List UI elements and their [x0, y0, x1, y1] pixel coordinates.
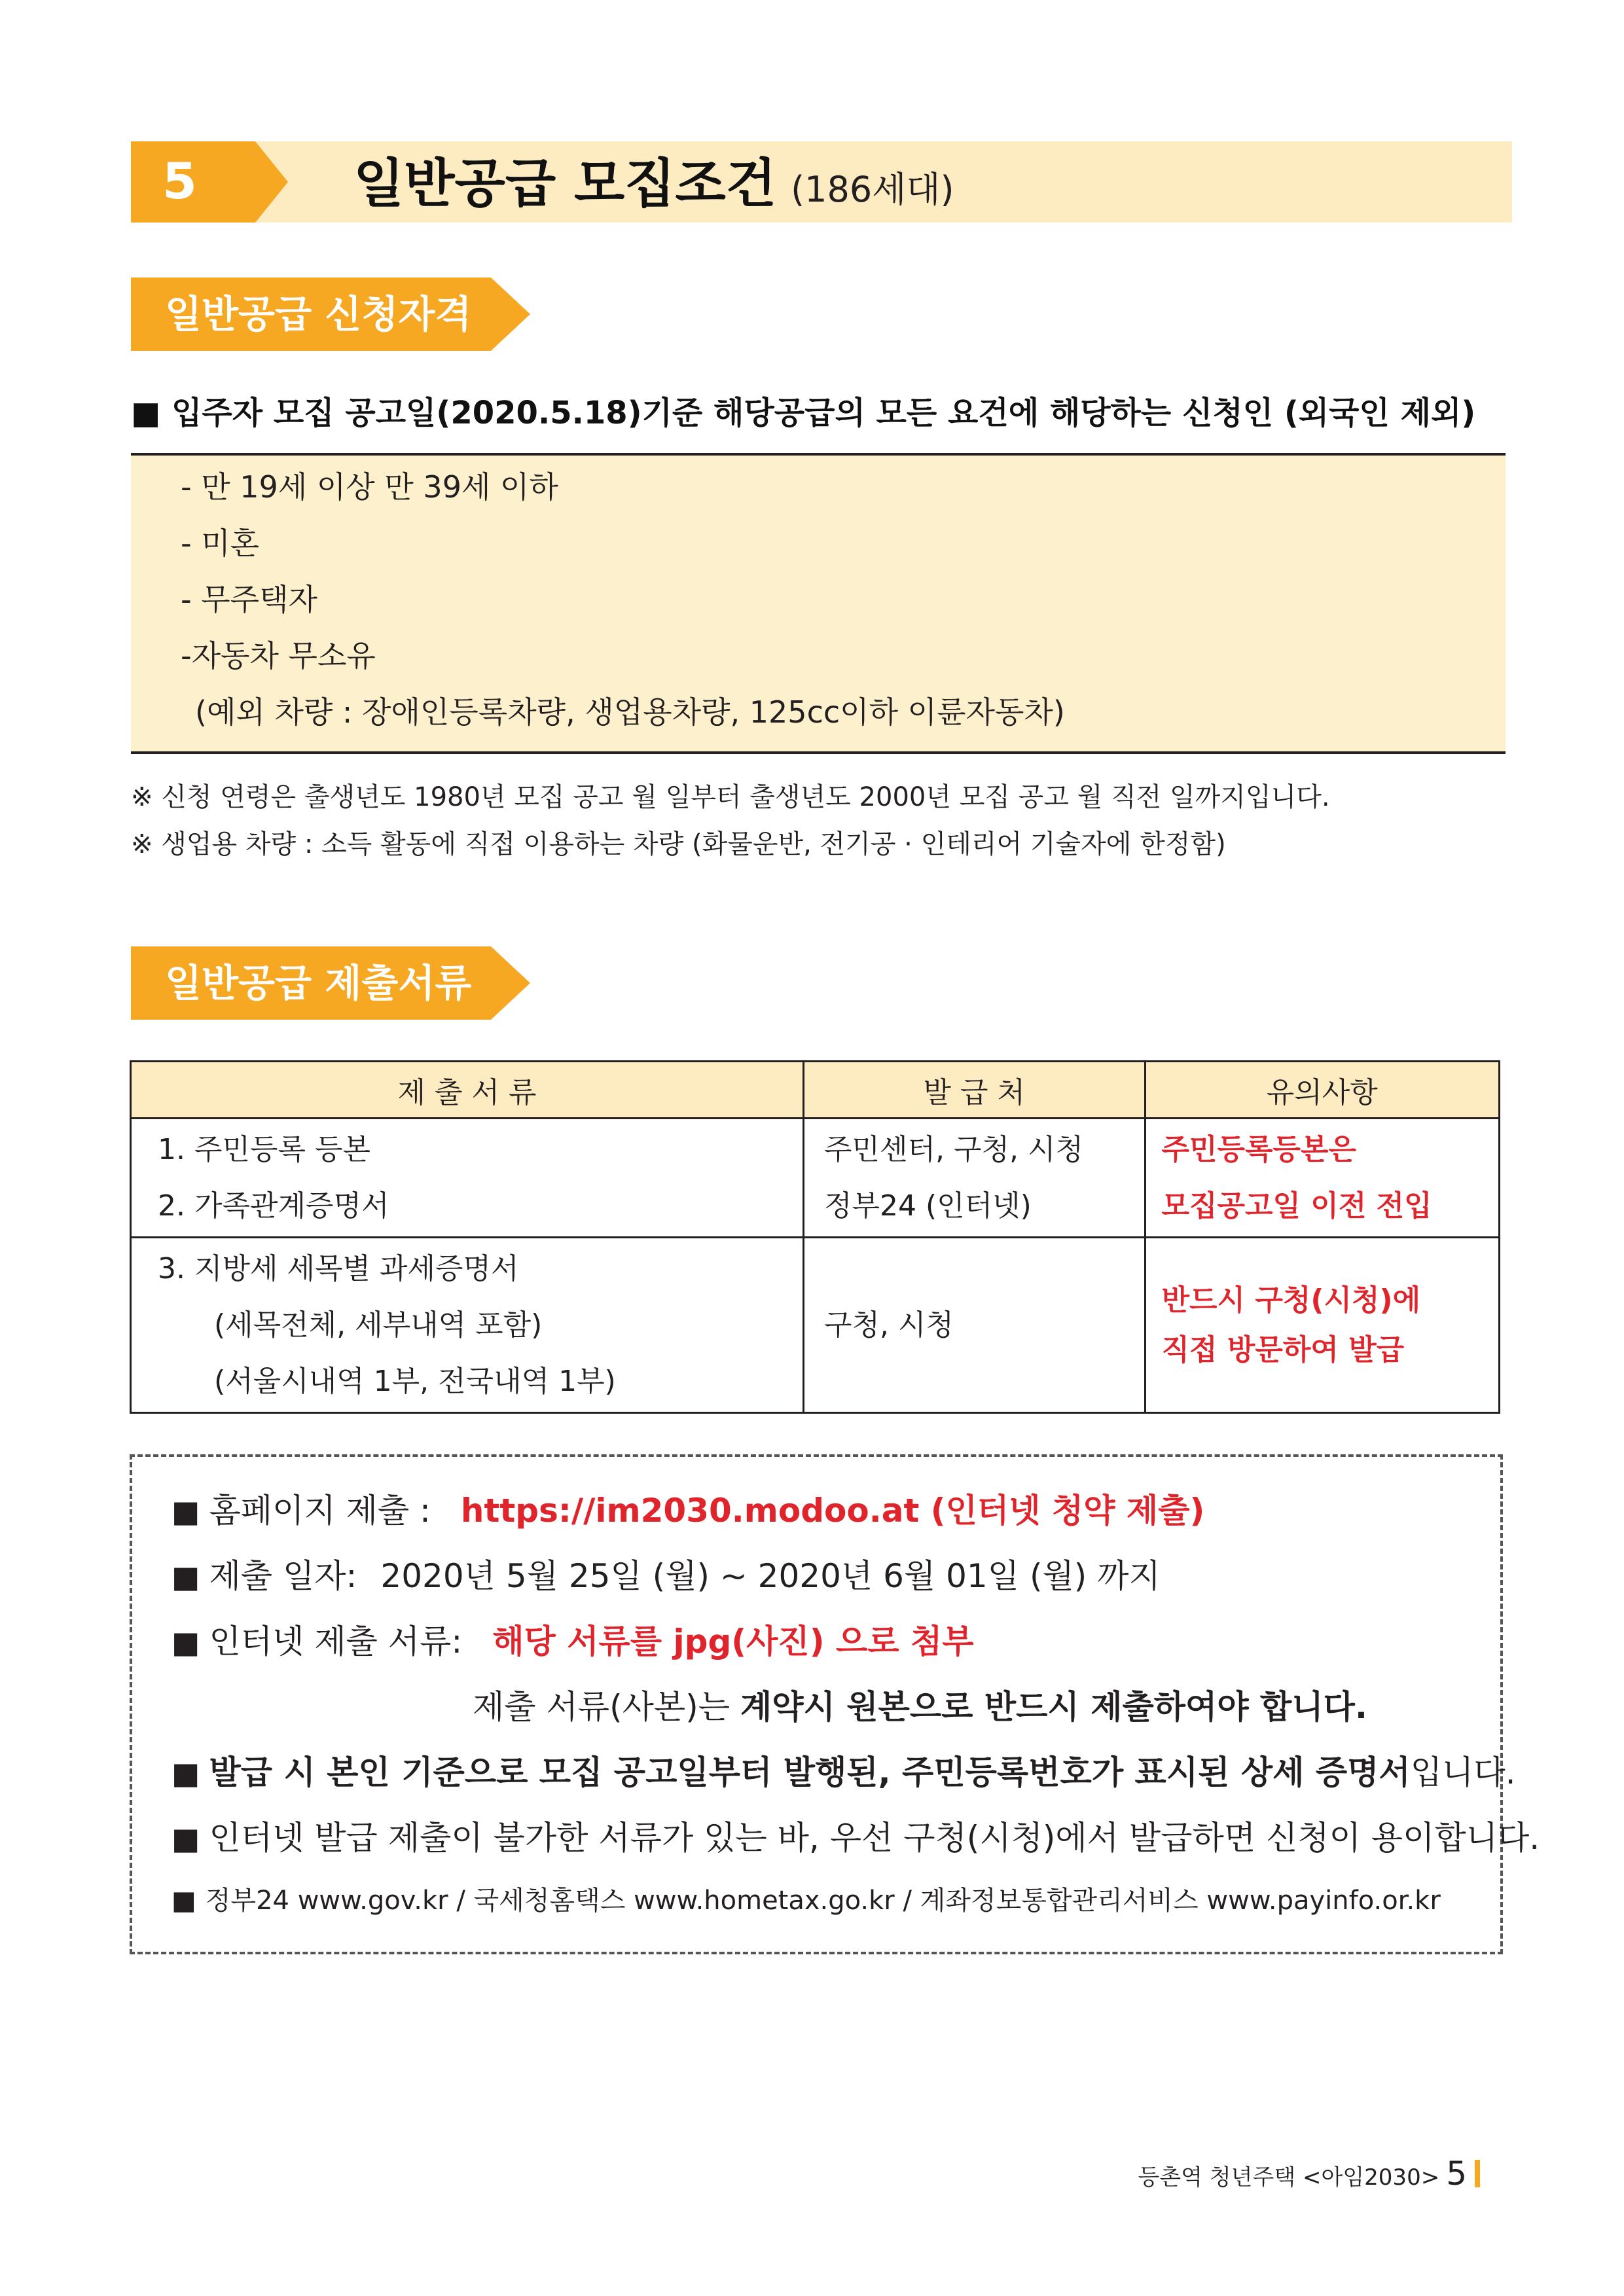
issue-criteria-text: 발급 시 본인 기준으로 모집 공고일부터 발행된, 주민등록번호가 표시된 상세 증명서 — [209, 1753, 1411, 1791]
issue-criteria-line — [171, 1748, 1516, 1798]
issuer-item: 주민센터, 구청, 시청 — [823, 1132, 1083, 1166]
square-bullet-icon: ■ — [171, 1886, 196, 1916]
sites-line — [171, 1876, 1441, 1926]
note-item: 주민등록등본은 — [1161, 1132, 1357, 1166]
documents-tag: 일반공급 제출서류 — [165, 961, 472, 1005]
internet-docs-line — [171, 1617, 974, 1667]
documents-cell — [131, 1119, 804, 1238]
section-number: 5 — [162, 152, 197, 210]
table-row — [131, 1238, 1500, 1413]
column-header-notes: 유의사항 — [1145, 1062, 1499, 1119]
footer-text: 등촌역 청년주택 <아임2030> — [1138, 2164, 1440, 2191]
page-footer — [1138, 2151, 1480, 2200]
square-bullet-icon: ■ — [171, 1559, 200, 1594]
notes-cell — [1145, 1238, 1499, 1413]
submission-date-line — [171, 1551, 1161, 1602]
homepage-label: 홈페이지 제출 : — [209, 1492, 431, 1530]
square-bullet-icon: ■ — [171, 1624, 200, 1660]
issue-criteria-suffix: 입니다. — [1410, 1753, 1516, 1791]
document-item: 1. 주민등록 등본 — [158, 1132, 370, 1166]
document-item: (세목전체, 세부내역 포함) — [214, 1308, 543, 1342]
issuer-cell — [803, 1119, 1145, 1238]
offline-issue-text: 인터넷 발급 제출이 불가한 서류가 있는 바, 우선 구청(시청)에서 발급하면 신청이 용이합니다. — [209, 1819, 1540, 1857]
column-header-documents: 제 출 서 류 — [131, 1062, 804, 1119]
internet-docs-value: 해당 서류를 jpg(사진) 으로 첨부 — [492, 1623, 974, 1660]
eligibility-tag: 일반공급 신청자격 — [165, 292, 472, 336]
note-item: 모집공고일 이전 전입 — [1161, 1189, 1432, 1223]
list-item: - 무주택자 — [181, 582, 317, 617]
documents-table — [130, 1060, 1500, 1414]
submission-date-label: 제출 일자: — [209, 1557, 357, 1595]
original-required-line — [473, 1682, 1367, 1732]
document-item: 3. 지방세 세목별 과세증명서 — [158, 1251, 519, 1285]
homepage-link[interactable]: https://im2030.modoo.at (인터넷 청약 제출) — [460, 1492, 1205, 1530]
note-item: 반드시 구청(시청)에 — [1161, 1283, 1421, 1317]
table-row — [131, 1119, 1500, 1238]
section-subtitle: (186세대) — [791, 169, 954, 210]
notes-cell — [1145, 1119, 1499, 1238]
list-item: - 미혼 — [181, 526, 260, 561]
submission-date-value: 2020년 5월 25일 (월) ~ 2020년 6월 01일 (월) 까지 — [380, 1557, 1161, 1595]
internet-docs-label: 인터넷 제출 서류: — [209, 1623, 463, 1660]
table-header-row — [131, 1062, 1500, 1119]
document-item: (서울시내역 1부, 전국내역 1부) — [214, 1364, 616, 1398]
homepage-line — [171, 1486, 1204, 1536]
original-required-text: 계약시 원본으로 반드시 제출하여야 합니다. — [740, 1688, 1367, 1726]
eligibility-note: ※ 생업용 차량 : 소득 활동에 직접 이용하는 차량 (화물운반, 전기공 · 인테리어 기술자에 한정함) — [131, 829, 1226, 859]
document-item: 2. 가족관계증명서 — [158, 1189, 389, 1223]
square-bullet-icon: ■ — [171, 1821, 200, 1856]
eligibility-box — [131, 453, 1506, 754]
section-title: 일반공급 모집조건 — [353, 153, 777, 214]
square-bullet-icon: ■ — [171, 1494, 200, 1529]
issuer-item: 구청, 시청 — [823, 1308, 954, 1342]
sites-text: 정부24 www.gov.kr / 국세청홈택스 www.hometax.go.kr / 계좌정보통합관리서비스 www.payinfo.or.kr — [205, 1886, 1441, 1916]
section-number-arrow — [131, 141, 288, 223]
issuer-item: 정부24 (인터넷) — [823, 1189, 1032, 1223]
page-title — [353, 148, 954, 226]
submission-notice-box — [130, 1454, 1540, 1954]
offline-issue-line — [171, 1813, 1540, 1863]
square-bullet-icon: ■ — [171, 1755, 200, 1791]
list-item: - 만 19세 이상 만 39세 이하 — [181, 469, 558, 505]
list-item: -자동차 무소유 — [181, 638, 376, 673]
issuer-cell — [803, 1238, 1145, 1413]
page-number: 5 — [1446, 2155, 1467, 2193]
note-item: 직접 방문하여 발급 — [1161, 1333, 1405, 1367]
eligibility-heading: ■ 입주자 모집 공고일(2020.5.18)기준 해당공급의 모든 요건에 해당하는 신청인 (외국인 제외) — [131, 395, 1476, 431]
list-item: (예외 차량 : 장애인등록차량, 생업용차량, 125cc이하 이륜자동차) — [195, 694, 1065, 730]
original-required-prefix: 제출 서류(사본)는 — [473, 1688, 731, 1726]
footer-accent-bar — [1475, 2160, 1480, 2187]
column-header-issuer: 발 급 처 — [803, 1062, 1145, 1119]
documents-cell — [131, 1238, 804, 1413]
eligibility-note: ※ 신청 연령은 출생년도 1980년 모집 공고 월 일부터 출생년도 2000년 모집 공고 월 직전 일까지입니다. — [131, 782, 1330, 812]
